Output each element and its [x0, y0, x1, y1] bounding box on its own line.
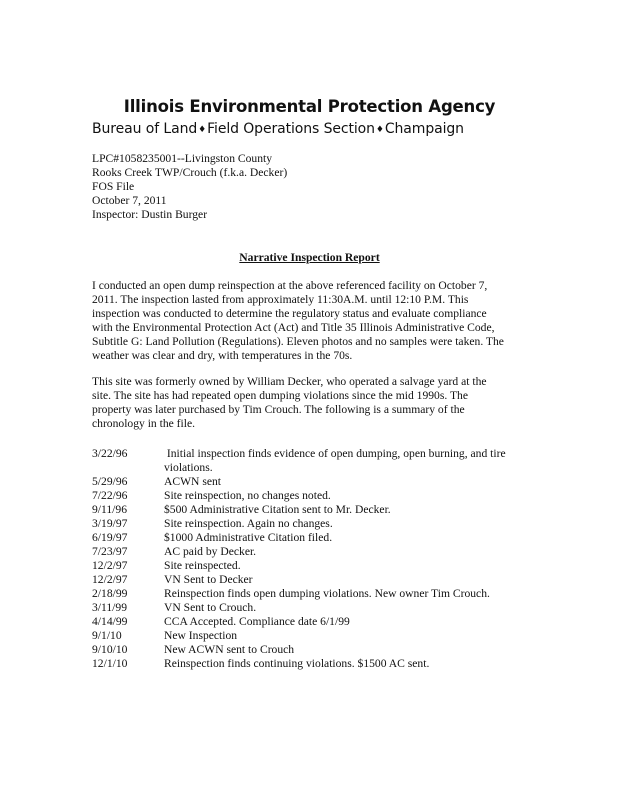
paragraph-line: property was later purchased by Tim Crouch. The following is a summary of the: [92, 403, 465, 416]
header-facility-id: LPC#1058235001--Livingston County: [92, 152, 273, 165]
chronology-date: 12/1/10: [92, 657, 128, 670]
paragraph-line: inspection was conducted to determine the regulatory status and evaluate compliance: [92, 307, 487, 320]
office-name: Champaign: [384, 121, 464, 137]
chronology-description: VN Sent to Decker: [164, 573, 253, 586]
chronology-date: 9/10/10: [92, 643, 128, 656]
chronology-description: Reinspection finds continuing violations. $1500 AC sent.: [164, 657, 430, 670]
paragraph-line: I conducted an open dump reinspection at the above referenced facility on October 7,: [92, 279, 488, 292]
bureau-name: Bureau of Land: [92, 121, 198, 137]
header-site-name: Rooks Creek TWP/Crouch (f.k.a. Decker): [92, 166, 288, 179]
paragraph-line: 2011. The inspection lasted from approximately 11:30A.M. until 12:10 P.M. This: [92, 293, 469, 306]
paragraph-line: Subtitle G: Land Pollution (Regulations). Eleven photos and no samples were taken. The: [92, 335, 504, 348]
paragraph-line: chronology in the file.: [92, 417, 196, 430]
chronology-date: 3/11/99: [92, 601, 127, 614]
chronology-description: New ACWN sent to Crouch: [164, 643, 295, 656]
diamond-separator-icon: ♦: [198, 125, 207, 135]
chronology-description: VN Sent to Crouch.: [164, 601, 257, 614]
chronology-date: 7/23/97: [92, 545, 128, 558]
diamond-separator-icon: ♦: [375, 125, 384, 135]
header-date: October 7, 2011: [92, 194, 167, 207]
chronology-date: 12/2/97: [92, 559, 128, 572]
chronology-line: violations.: [164, 461, 213, 474]
chronology-description: CCA Accepted. Compliance date 6/1/99: [164, 615, 350, 628]
chronology-description: New Inspection: [164, 629, 238, 642]
chronology-date: 5/29/96: [92, 475, 128, 488]
header-file-type: FOS File: [92, 180, 135, 193]
narrative-paragraph-1: [92, 279, 532, 363]
chronology-date: 3/19/97: [92, 517, 128, 530]
chronology-description: Reinspection finds open dumping violations. New owner Tim Crouch.: [164, 587, 490, 600]
agency-title: Illinois Environmental Protection Agency: [123, 97, 496, 116]
chronology-date: 3/22/96: [92, 447, 128, 460]
chronology-description: Site reinspected.: [164, 559, 241, 572]
file-header: [92, 152, 287, 222]
paragraph-line: weather was clear and dry, with temperatures in the 70s.: [92, 349, 353, 362]
paragraph-line: site. The site has had repeated open dumping violations since the mid 1990s. The: [92, 389, 468, 402]
chronology-date: 2/18/99: [92, 587, 128, 600]
chronology-date: 6/19/97: [92, 531, 128, 544]
chronology-description: ACWN sent: [164, 475, 221, 488]
header-inspector: Inspector: Dustin Burger: [92, 208, 208, 221]
paragraph-line: with the Environmental Protection Act (Act) and Title 35 Illinois Administrative Code,: [92, 321, 495, 334]
paragraph-line: This site was formerly owned by William Decker, who operated a salvage yard at the: [92, 375, 487, 388]
chronology-date: 7/22/96: [92, 489, 128, 502]
report-title: Narrative Inspection Report: [239, 251, 380, 264]
chronology-description: Site reinspection. Again no changes.: [164, 517, 333, 530]
narrative-paragraph-2: [92, 375, 532, 431]
chronology-description: [164, 447, 506, 475]
chronology-description: $500 Administrative Citation sent to Mr. Decker.: [164, 503, 391, 516]
chronology-description: AC paid by Decker.: [164, 545, 257, 558]
chronology-date: 9/1/10: [92, 629, 122, 642]
chronology-line: Initial inspection finds evidence of open dumping, open burning, and tire: [164, 447, 506, 460]
chronology-date: 4/14/99: [92, 615, 128, 628]
section-name: Field Operations Section: [207, 121, 375, 137]
chronology-description: $1000 Administrative Citation filed.: [164, 531, 333, 544]
agency-subtitle: [92, 121, 464, 137]
chronology-date: 12/2/97: [92, 573, 128, 586]
chronology-date: 9/11/96: [92, 503, 127, 516]
chronology-description: Site reinspection, no changes noted.: [164, 489, 331, 502]
